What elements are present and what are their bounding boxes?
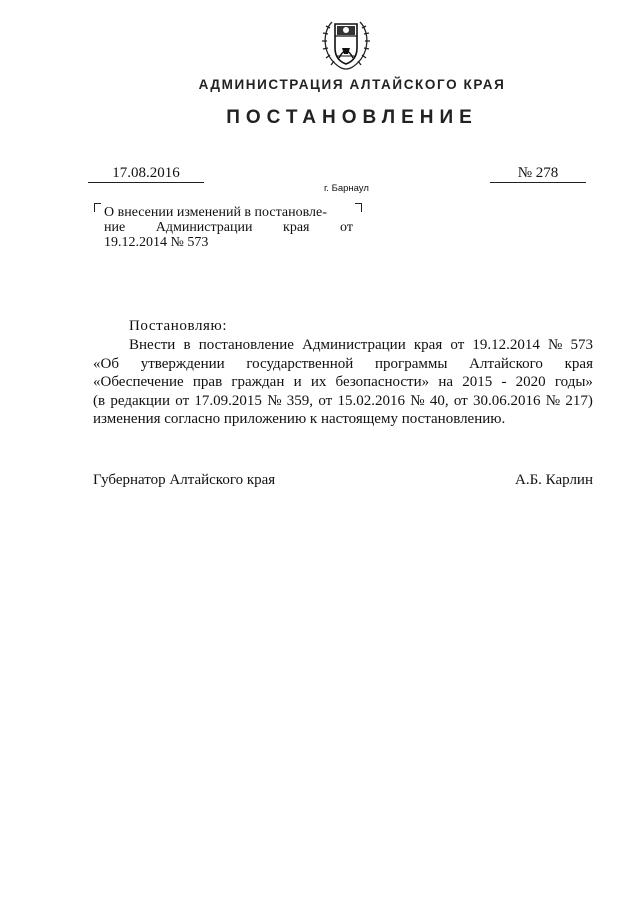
subject-bracket-left (94, 203, 101, 212)
document-city: г. Барнаул (324, 183, 369, 194)
body-word: «Обеспечение (93, 374, 184, 390)
body-word: от (453, 392, 468, 409)
subject-line (104, 220, 353, 235)
body-line (93, 373, 593, 392)
body-line: изменения согласно приложению к настоящему постановлению. (93, 411, 506, 427)
document-type: ПОСТАНОВЛЕНИЕ (226, 107, 478, 128)
body-word: № (545, 392, 561, 409)
body-word: № (267, 392, 282, 409)
body-line (93, 355, 593, 374)
body-word: 19.12.2014 (472, 337, 540, 353)
subject-line: О внесении изменений в постановле- (104, 205, 327, 220)
document-subject (104, 205, 353, 250)
document-date: 17.08.2016 (112, 165, 180, 181)
body-word: Алтайского (469, 355, 543, 372)
subject-word: Администрации (155, 220, 253, 235)
body-word: постановление (198, 337, 294, 353)
body-word: 2020 (515, 374, 546, 390)
body-word: края (413, 337, 443, 353)
signer-name: А.Б. Карлин (514, 472, 593, 488)
body-word: (в (93, 392, 106, 409)
body-line (93, 392, 593, 411)
signer-title: Губернатор Алтайского края (93, 472, 276, 488)
date-underline (88, 182, 204, 183)
body-word: Внести (129, 337, 176, 353)
body-word: утверждении (140, 355, 225, 372)
body-word: 30.06.2016 (473, 392, 541, 409)
body-word: № (410, 392, 425, 409)
body-word: безопасности» (335, 374, 430, 390)
body-word: их (310, 374, 327, 390)
body-word: прав (192, 374, 223, 390)
body-word: № (548, 337, 563, 353)
body-word: граждан (231, 374, 285, 390)
body-word: 17.09.2015 (194, 392, 262, 409)
subject-word: края (283, 220, 310, 235)
body-word: 217) (565, 392, 593, 409)
body-word: от (318, 392, 333, 409)
body-word: и (293, 374, 302, 390)
body-word: программы (375, 355, 448, 372)
body-word: редакции (110, 392, 170, 409)
body-line (93, 336, 593, 355)
subject-bracket-right (355, 203, 362, 212)
body-word: 2015 (462, 374, 493, 390)
body-word: «Об (93, 355, 119, 372)
subject-word: ние (104, 220, 126, 235)
body-word: на (438, 374, 454, 390)
body-word: в (183, 337, 191, 353)
body-word: государственной (246, 355, 354, 372)
subject-word: от (340, 220, 353, 235)
body-word: - (501, 374, 507, 390)
body-word: 573 (570, 337, 593, 353)
body-word: 359, (286, 392, 314, 409)
body-word: 15.02.2016 (337, 392, 405, 409)
organization-name: АДМИНИСТРАЦИЯ АЛТАЙСКОГО КРАЯ (198, 77, 506, 92)
body-word: от (175, 392, 190, 409)
document-number: № 278 (517, 165, 559, 181)
document-body (93, 336, 593, 429)
body-word: годы» (554, 374, 593, 390)
number-underline (490, 182, 586, 183)
body-word: 40, (429, 392, 449, 409)
body-word: от (450, 337, 465, 353)
subject-line: 19.12.2014 № 573 (104, 235, 209, 250)
body-word: Администрации (302, 337, 406, 353)
coat-of-arms-icon (318, 14, 374, 74)
decree-word: Постановляю: (129, 318, 228, 334)
body-word: края (564, 355, 593, 372)
